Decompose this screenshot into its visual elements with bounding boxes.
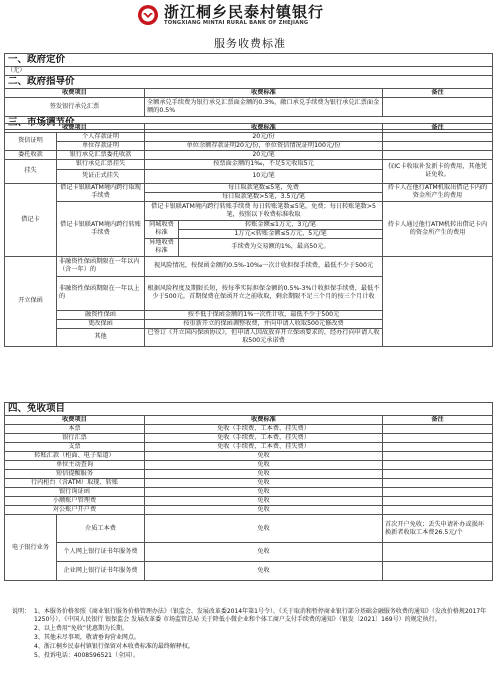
table-row-std: 转账金额≤1万元，3元/笔 xyxy=(179,220,383,229)
table-row-item: 银行承兑汇票挂失 xyxy=(57,159,145,169)
table-row-sub: 异地收费标准 xyxy=(145,238,179,256)
col-header-note: 备注 xyxy=(383,88,493,97)
table-row-item: 个人存款证明 xyxy=(57,133,145,142)
table-row-std: 按票面金额的1‰，不足5元收取5元 xyxy=(145,159,383,169)
table-row-note: 首次开户免收；丢失申请补办或损坏换新者收取工本费26.5元/个 xyxy=(383,515,493,543)
section-1-empty: （无） xyxy=(5,66,493,75)
table-row-std: 全额承兑手续费为银行承兑汇票面金额的0.3%，敞口承兑手续费为银行承兑汇票面金额的0.5% xyxy=(145,97,383,116)
col-header-item: 收费项目 xyxy=(5,416,145,425)
table-row-std: 免收（手续费、工本费、挂失费） xyxy=(145,434,383,443)
table-row-item: 融资性保函 xyxy=(57,310,145,319)
table-row-item: 更改保函 xyxy=(57,319,145,328)
page-header xyxy=(0,0,500,30)
note-item: 4、浙江桐乡民泰村镇银行保留对本收费标准的最终解释权。 xyxy=(34,643,194,651)
table-row-item: 单位存款证明 xyxy=(57,141,145,150)
table-row-item: 转账汇款（柜面、电子渠道） xyxy=(5,452,145,461)
group-guarantee: 开立保函 xyxy=(5,256,57,346)
section-2-title: 二、政府指导价 xyxy=(5,75,493,88)
table-row-item: 签发银行承兑汇票 xyxy=(5,97,145,116)
table-section-3 xyxy=(4,123,493,347)
col-header-std: 收费标准 xyxy=(145,124,383,133)
col-header-note: 备注 xyxy=(383,416,493,425)
bank-name-en: TONGXIANG MINTAI RURAL BANK OF ZHEJIANG xyxy=(164,20,309,26)
table-row-std: 20元/份 xyxy=(145,133,383,142)
table-row-item: 介质工本费 xyxy=(57,515,145,543)
table-row-item: 银行询证函 xyxy=(5,488,145,497)
group-ebank: 电子银行业务 xyxy=(5,515,57,581)
table-row-item: 本票 xyxy=(5,425,145,434)
col-header-item: 收费项目 xyxy=(5,88,145,97)
table-row-std: 免收 xyxy=(145,562,383,581)
table-row-item: 小额账户管理费 xyxy=(5,497,145,506)
table-row-std: 免收 xyxy=(145,479,383,488)
table-row-std: 单位余额存款证明20元/份，单位资信情况证明100元/份 xyxy=(145,141,383,150)
page-title: 服务收费标准 xyxy=(214,37,286,50)
note-item: 2、以上费用“免收”优惠期为长期。 xyxy=(34,625,129,633)
bank-logo-icon xyxy=(137,4,159,26)
table-row-note: 持卡人在他行ATM机取出借记卡内的资金所产生的费用 xyxy=(383,183,493,201)
col-header-std: 收费标准 xyxy=(145,416,383,425)
table-row-std: 免收 xyxy=(145,461,383,470)
table-row-std: 免收 xyxy=(145,470,383,479)
section-4-title: 四、免收项目 xyxy=(5,403,493,416)
table-row-item: 其他 xyxy=(57,328,145,346)
table-row-item: 行内柜台（含ATM）取现、转账 xyxy=(5,479,145,488)
section-3-title: 三、市场调节价 xyxy=(5,116,493,129)
section-1-title: 一、政府定价 xyxy=(5,54,493,67)
table-row-std: 按不低于保函金额的1%一次性计收，最低不少于500元 xyxy=(145,310,383,319)
table-row-item: 非融资性保函期限在一年以内（含一年）的 xyxy=(57,256,145,276)
table-row-std: 视风险情况，按保函金额的0.5%-10‰一次计收担保手续费，最低不少于500元 xyxy=(145,256,383,276)
group-debit-card: 借记卡 xyxy=(5,183,57,256)
col-header-note: 备注 xyxy=(383,124,493,133)
table-row-std: 免收 xyxy=(145,452,383,461)
table-row-std: 按重新开立的保函调整收费，并向申请人收取500元修改费 xyxy=(145,319,383,328)
note-item: 5、投诉电话：4008596521（全国）。 xyxy=(34,652,139,660)
table-row-item: 凭证正式挂失 xyxy=(57,169,145,183)
table-row-item: 支票 xyxy=(5,443,145,452)
table-row-item: 企业网上银行证书年服务费 xyxy=(57,562,145,581)
table-row-std: 免收 xyxy=(145,515,383,543)
table-row-item: 银行承兑汇票委托收款 xyxy=(57,150,145,159)
table-row-item: 借记卡银联ATM境内跨行取现手续费 xyxy=(57,183,145,201)
group-collection: 委托收款 xyxy=(5,150,57,159)
table-row-std: 10元/笔 xyxy=(145,169,383,183)
table-row-item: 银行汇票 xyxy=(5,434,145,443)
table-row-item: 对公账户开户费 xyxy=(5,506,145,515)
table-row-item: 单位主动查询 xyxy=(5,461,145,470)
table-row-item: 个人网上银行证书年服务费 xyxy=(57,543,145,562)
table-sections-1-2 xyxy=(4,53,493,130)
table-row-note: 持卡人通过他行ATM机转出借记卡内的资金所产生的费用 xyxy=(383,201,493,256)
table-row-std: 手续费为交易额的1%，最高50元。 xyxy=(179,238,383,256)
table-row-note: 仅IC卡收取补发新卡的费用，其他凭证免收。 xyxy=(383,159,493,183)
table-row-std: 免收 xyxy=(145,488,383,497)
table-row-std: 免收 xyxy=(145,543,383,562)
table-row-std: 每日取款笔数>5笔，3.5元/笔 xyxy=(145,192,383,201)
table-row-std: 免收（手续费、工本费、挂失费） xyxy=(145,425,383,434)
notes-label: 说明： xyxy=(12,608,31,615)
table-row-item: 非融资性保函期限在一年以上的 xyxy=(57,276,145,310)
table-row-item: 借记卡银联ATM境内跨行转账手续费 xyxy=(57,201,145,256)
col-header-item: 收费项目 xyxy=(5,124,145,133)
col-header-std: 收费标准 xyxy=(145,88,383,97)
table-row-std: 20元/笔 xyxy=(145,150,383,159)
table-row-std: 根据风险程度及期限长短，按每季实际担保金额的0.5%-3%计收担保手续费，最低不少于500元。首期保费在保函开立之前收取，剩余期限不足三个月的按三个月计收 xyxy=(145,276,383,310)
table-row-item: 短信提醒服务 xyxy=(5,470,145,479)
bank-name-cn: 浙江桐乡民泰村镇银行 xyxy=(164,3,325,21)
note-item: 1、本服务价格参照《商业银行服务价格管理办法》（银监会、发展改革委2014年第1号令）、《关于取消和暂停商业银行部分基础金融服务收费的通知》（发改价格规2017年1250号）、《中国人民银行 银保监会 发展改革委 市场监管总局 关于降低小微企业和个体工商户支付手续费的通知》（银发〔2021〕169号）的规定执行。 xyxy=(34,608,487,624)
group-credit-proof: 资信证明 xyxy=(5,133,57,151)
table-row-sub: 同城收费标准 xyxy=(145,220,179,238)
table-row-std: 已签订《开立国内保函协议》，但申请人因故放弃开立保函要求的，经办行向申请人收取500元承诺费 xyxy=(145,328,383,346)
table-row-std: 每日取款笔数≤5笔，免费 xyxy=(145,183,383,192)
table-section-4 xyxy=(4,402,493,581)
table-row-std: 借记卡银联ATM境内跨行转账手续费 每日转账笔数≤5笔，免费；每日转账笔数>5笔，按照以下收费标准收取 xyxy=(145,201,383,220)
table-row-std: 1万元<转账金额≤5万元，5元/笔 xyxy=(179,229,383,238)
table-row-std: 免收（手续费、工本费、挂失费） xyxy=(145,443,383,452)
table-row-std: 免收 xyxy=(145,506,383,515)
table-row-std: 免收 xyxy=(145,497,383,506)
group-loss-report: 挂失 xyxy=(5,159,57,183)
note-item: 3、其他未尽事项，敬请垂询营业网点。 xyxy=(34,634,140,642)
